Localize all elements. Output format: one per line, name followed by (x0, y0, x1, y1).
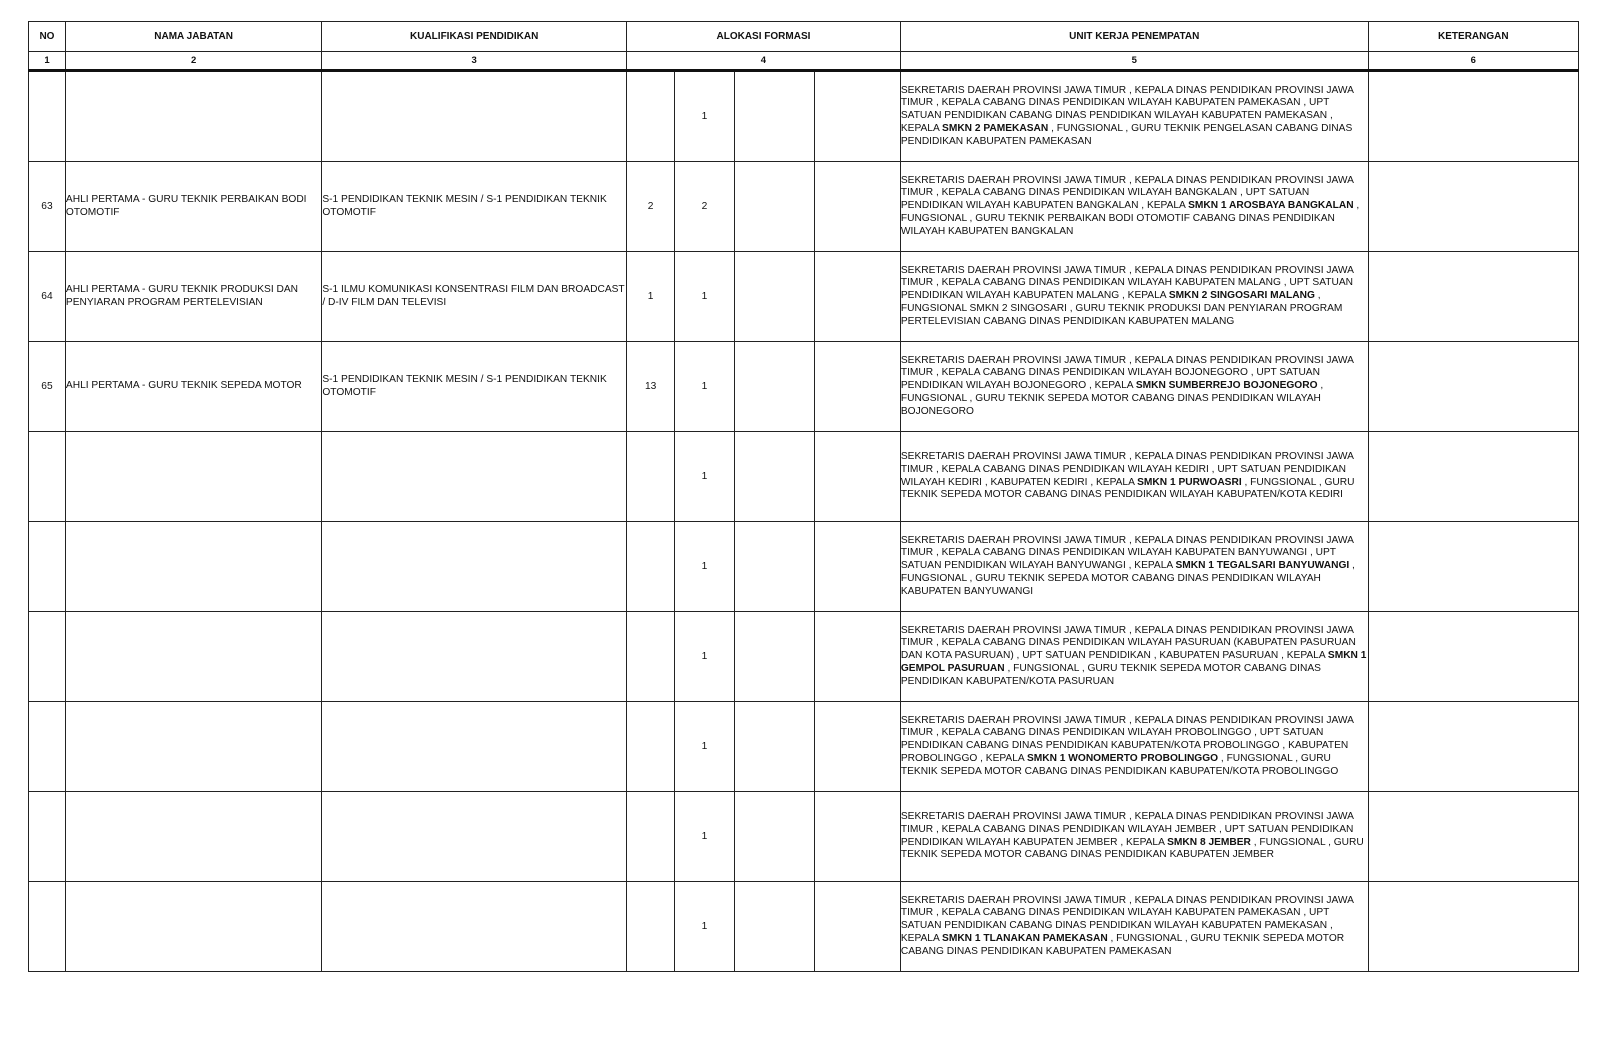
table-row (29, 522, 1579, 612)
table-row (29, 882, 1579, 972)
row-alokasi-empty (734, 882, 814, 972)
unit-text: SEKRETARIS DAERAH PROVINSI JAWA TIMUR , KEPALA DINAS PENDIDIKAN PROVINSI JAWA TIMUR , KEPALA CABANG DINAS PENDIDIKAN WILAYAH KABUPATEN PAMEKASAN , UPT SATUAN PENDIDIKAN CABANG DINAS PENDIDIKAN WILAYAH KABUPATEN PAMEKASAN , KEPALA (900, 84, 1354, 134)
table-row (29, 792, 1579, 882)
column-number-row (29, 52, 1579, 71)
row-nama-jabatan: AHLI PERTAMA - GURU TEKNIK PRODUKSI DAN PENYIARAN PROGRAM PERTELEVISIAN (65, 252, 321, 342)
row-total-formasi: 13 (627, 342, 675, 432)
unit-text: , FUNGSIONAL , GURU TEKNIK SEPEDA MOTOR CABANG DINAS PENDIDIKAN KABUPATEN/KOTA PASURUAN (900, 662, 1321, 687)
header-unit-kerja: UNIT KERJA PENEMPATAN (900, 22, 1368, 52)
row-alokasi-empty (814, 882, 900, 972)
unit-text: SEKRETARIS DAERAH PROVINSI JAWA TIMUR , KEPALA DINAS PENDIDIKAN PROVINSI JAWA TIMUR , KEPALA CABANG DINAS PENDIDIKAN WILAYAH JEMBER , UPT SATUAN PENDIDIKAN PENDIDIKAN WILAYAH KABUPATEN JEMBER , KEPALA (900, 810, 1354, 848)
header-kualifikasi: KUALIFIKASI PENDIDIKAN (322, 22, 627, 52)
row-total-formasi: 2 (627, 162, 675, 252)
unit-text: SEKRETARIS DAERAH PROVINSI JAWA TIMUR , KEPALA DINAS PENDIDIKAN PROVINSI JAWA TIMUR , KEPALA CABANG DINAS PENDIDIKAN WILAYAH BOJONEGORO , UPT SATUAN PENDIDIKAN WILAYAH BOJONEGORO , KEPALA (900, 354, 1354, 392)
row-kualifikasi (322, 702, 627, 792)
header-keterangan: KETERANGAN (1368, 22, 1578, 52)
row-alokasi: 1 (675, 612, 734, 702)
table-row (29, 612, 1579, 702)
col-number: 2 (65, 52, 321, 71)
unit-text: , FUNGSIONAL , GURU TEKNIK SEPEDA MOTOR CABANG DINAS PENDIDIKAN KABUPATEN/KOTA PROBOLINGGO (900, 752, 1339, 777)
row-alokasi-empty (814, 792, 900, 882)
row-alokasi-empty (734, 252, 814, 342)
unit-text: , FUNGSIONAL , GURU TEKNIK SEPEDA MOTOR CABANG DINAS PENDIDIKAN WILAYAH KABUPATEN BANYUWANGI (900, 560, 1355, 597)
row-nama-jabatan (65, 432, 321, 522)
row-alokasi-empty (734, 162, 814, 252)
row-no (29, 792, 66, 882)
row-total-formasi (627, 71, 675, 162)
row-keterangan (1368, 612, 1578, 702)
row-no: 65 (29, 342, 66, 432)
unit-text: , FUNGSIONAL , GURU TEKNIK SEPEDA MOTOR CABANG DINAS PENDIDIKAN WILAYAH BOJONEGORO (900, 380, 1324, 417)
row-no (29, 882, 66, 972)
row-alokasi-empty (734, 792, 814, 882)
row-alokasi-empty (734, 522, 814, 612)
unit-text: , FUNGSIONAL , GURU TEKNIK SEPEDA MOTOR CABANG DINAS PENDIDIKAN WILAYAH KABUPATEN/KOTA KEDIRI (900, 476, 1355, 501)
row-keterangan (1368, 71, 1578, 162)
table-body (29, 71, 1579, 972)
formasi-table (28, 21, 1579, 972)
row-nama-jabatan (65, 882, 321, 972)
unit-text: SEKRETARIS DAERAH PROVINSI JAWA TIMUR , KEPALA DINAS PENDIDIKAN PROVINSI JAWA TIMUR , KEPALA CABANG DINAS PENDIDIKAN WILAYAH KABUPATEN BANYUWANGI , UPT SATUAN PENDIDIKAN WILAYAH BANYUWANGI , KEPALA (900, 534, 1354, 572)
row-alokasi: 2 (675, 162, 734, 252)
table-row (29, 432, 1579, 522)
unit-text: SEKRETARIS DAERAH PROVINSI JAWA TIMUR , KEPALA DINAS PENDIDIKAN PROVINSI JAWA TIMUR , KEPALA CABANG DINAS PENDIDIKAN WILAYAH PASURUAN (KABUPATEN PASURUAN DAN KOTA PASURUAN) , UPT SATUAN PENDIDIKAN , KABUPATEN PASURUAN , KEPALA (900, 624, 1356, 662)
table-row (29, 342, 1579, 432)
row-total-formasi (627, 702, 675, 792)
row-unit-kerja (900, 612, 1368, 702)
row-nama-jabatan (65, 612, 321, 702)
table-row (29, 252, 1579, 342)
row-alokasi-empty (814, 71, 900, 162)
row-alokasi: 1 (675, 71, 734, 162)
row-no: 64 (29, 252, 66, 342)
header-nama-jabatan: NAMA JABATAN (65, 22, 321, 52)
row-keterangan (1368, 162, 1578, 252)
unit-text: , FUNGSIONAL SMKN 2 SINGOSARI , GURU TEKNIK PRODUKSI DAN PENYIARAN PROGRAM PERTELEVISIAN CABANG DINAS PENDIDIKAN KABUPATEN MALANG (900, 290, 1343, 327)
unit-text: , FUNGSIONAL , GURU TEKNIK PENGELASAN CABANG DINAS PENDIDIKAN KABUPATEN PAMEKASAN (900, 122, 1353, 147)
row-kualifikasi (322, 522, 627, 612)
table-row (29, 71, 1579, 162)
row-total-formasi (627, 792, 675, 882)
row-alokasi-empty (734, 612, 814, 702)
row-kualifikasi (322, 882, 627, 972)
row-nama-jabatan (65, 522, 321, 612)
unit-school-name: SMKN 1 GEMPOL PASURUAN (900, 650, 1367, 674)
row-total-formasi (627, 612, 675, 702)
row-alokasi-empty (734, 71, 814, 162)
unit-text: SEKRETARIS DAERAH PROVINSI JAWA TIMUR , KEPALA DINAS PENDIDIKAN PROVINSI JAWA TIMUR , KEPALA CABANG DINAS PENDIDIKAN WILAYAH KABUPATEN PAMEKASAN , UPT SATUAN PENDIDIKAN CABANG DINAS PENDIDIKAN WILAYAH KABUPATEN PAMEKASAN , KEPALA (900, 894, 1354, 944)
row-alokasi: 1 (675, 702, 734, 792)
row-nama-jabatan (65, 702, 321, 792)
unit-school-name: SMKN 1 AROSBAYA BANGKALAN (1188, 200, 1354, 212)
unit-text: SEKRETARIS DAERAH PROVINSI JAWA TIMUR , KEPALA DINAS PENDIDIKAN PROVINSI JAWA TIMUR , KEPALA CABANG DINAS PENDIDIKAN WILAYAH BANGKALAN , UPT SATUAN PENDIDIKAN WILAYAH KABUPATEN BANGKALAN , KEPALA (900, 174, 1354, 212)
unit-text: , FUNGSIONAL , GURU TEKNIK PERBAIKAN BODI OTOMOTIF CABANG DINAS PENDIDIKAN WILAYAH KABUPATEN BANGKALAN (900, 200, 1360, 237)
row-no (29, 702, 66, 792)
row-total-formasi (627, 522, 675, 612)
col-number: 4 (627, 52, 901, 71)
row-nama-jabatan (65, 71, 321, 162)
row-total-formasi (627, 882, 675, 972)
row-kualifikasi (322, 71, 627, 162)
row-unit-kerja (900, 252, 1368, 342)
row-kualifikasi (322, 432, 627, 522)
row-keterangan (1368, 522, 1578, 612)
unit-text: SEKRETARIS DAERAH PROVINSI JAWA TIMUR , KEPALA DINAS PENDIDIKAN PROVINSI JAWA TIMUR , KEPALA CABANG DINAS PENDIDIKAN WILAYAH KABUPATEN MALANG , UPT SATUAN PENDIDIKAN WILAYAH KABUPATEN MALANG , KEPALA (900, 264, 1354, 302)
row-alokasi-empty (814, 162, 900, 252)
unit-school-name: SMKN 1 PURWOASRI (1137, 476, 1242, 488)
unit-school-name: SMKN SUMBERREJO BOJONEGORO (1135, 380, 1318, 392)
row-keterangan (1368, 252, 1578, 342)
row-kualifikasi (322, 792, 627, 882)
row-nama-jabatan (65, 792, 321, 882)
row-total-formasi (627, 432, 675, 522)
row-unit-kerja (900, 342, 1368, 432)
row-unit-kerja (900, 162, 1368, 252)
header-row (29, 22, 1579, 52)
row-unit-kerja (900, 882, 1368, 972)
row-keterangan (1368, 792, 1578, 882)
row-alokasi-empty (734, 702, 814, 792)
table-row (29, 162, 1579, 252)
row-alokasi-empty (814, 252, 900, 342)
row-unit-kerja (900, 792, 1368, 882)
col-number: 6 (1368, 52, 1578, 71)
row-unit-kerja (900, 71, 1368, 162)
row-no (29, 432, 66, 522)
row-alokasi-empty (814, 702, 900, 792)
row-alokasi: 1 (675, 882, 734, 972)
unit-school-name: SMKN 2 SINGOSARI MALANG (1168, 290, 1315, 302)
unit-school-name: SMKN 1 TEGALSARI BANYUWANGI (1175, 560, 1350, 572)
row-no (29, 522, 66, 612)
row-alokasi-empty (734, 432, 814, 522)
row-alokasi-empty (814, 612, 900, 702)
col-number: 3 (322, 52, 627, 71)
col-number: 5 (900, 52, 1368, 71)
row-keterangan (1368, 342, 1578, 432)
unit-text: , FUNGSIONAL , GURU TEKNIK SEPEDA MOTOR CABANG DINAS PENDIDIKAN KABUPATEN JEMBER (900, 836, 1364, 861)
row-keterangan (1368, 432, 1578, 522)
row-keterangan (1368, 882, 1578, 972)
row-alokasi: 1 (675, 792, 734, 882)
row-unit-kerja (900, 522, 1368, 612)
unit-text: , FUNGSIONAL , GURU TEKNIK SEPEDA MOTOR CABANG DINAS PENDIDIKAN KABUPATEN PAMEKASAN (900, 932, 1345, 957)
header-no: NO (29, 22, 66, 52)
unit-text: SEKRETARIS DAERAH PROVINSI JAWA TIMUR , KEPALA DINAS PENDIDIKAN PROVINSI JAWA TIMUR , KEPALA CABANG DINAS PENDIDIKAN WILAYAH KEDIRI , UPT SATUAN PENDIDIKAN WILAYAH KEDIRI , KABUPATEN KEDIRI , KEPALA (900, 450, 1354, 488)
row-no: 63 (29, 162, 66, 252)
row-total-formasi: 1 (627, 252, 675, 342)
row-kualifikasi: S-1 PENDIDIKAN TEKNIK MESIN / S-1 PENDIDIKAN TEKNIK OTOMOTIF (322, 342, 627, 432)
row-kualifikasi: S-1 PENDIDIKAN TEKNIK MESIN / S-1 PENDIDIKAN TEKNIK OTOMOTIF (322, 162, 627, 252)
row-alokasi: 1 (675, 432, 734, 522)
row-unit-kerja (900, 702, 1368, 792)
row-no (29, 612, 66, 702)
unit-text: SEKRETARIS DAERAH PROVINSI JAWA TIMUR , KEPALA DINAS PENDIDIKAN PROVINSI JAWA TIMUR , KEPALA CABANG DINAS PENDIDIKAN WILAYAH PROBOLINGGO , UPT SATUAN PENDIDIKAN CABANG DINAS PENDIDIKAN KABUPATEN/KOTA PROBOLINGGO , KABUPATEN PROBOLINGGO , KEPALA (900, 714, 1354, 764)
col-number: 1 (29, 52, 66, 71)
unit-school-name: SMKN 1 WONOMERTO PROBOLINGGO (1026, 752, 1219, 764)
row-alokasi-empty (814, 432, 900, 522)
row-unit-kerja (900, 432, 1368, 522)
row-nama-jabatan: AHLI PERTAMA - GURU TEKNIK PERBAIKAN BODI OTOMOTIF (65, 162, 321, 252)
row-alokasi-empty (814, 522, 900, 612)
row-alokasi-empty (814, 342, 900, 432)
unit-school-name: SMKN 2 PAMEKASAN (942, 122, 1049, 134)
row-keterangan (1368, 702, 1578, 792)
row-no (29, 71, 66, 162)
row-alokasi: 1 (675, 522, 734, 612)
row-alokasi: 1 (675, 342, 734, 432)
row-kualifikasi (322, 612, 627, 702)
row-alokasi-empty (734, 342, 814, 432)
unit-school-name: SMKN 8 JEMBER (1167, 836, 1251, 848)
row-nama-jabatan: AHLI PERTAMA - GURU TEKNIK SEPEDA MOTOR (65, 342, 321, 432)
header-alokasi-formasi: ALOKASI FORMASI (627, 22, 901, 52)
row-kualifikasi: S-1 ILMU KOMUNIKASI KONSENTRASI FILM DAN BROADCAST / D-IV FILM DAN TELEVISI (322, 252, 627, 342)
row-alokasi: 1 (675, 252, 734, 342)
unit-school-name: SMKN 1 TLANAKAN PAMEKASAN (942, 932, 1108, 944)
table-row (29, 702, 1579, 792)
